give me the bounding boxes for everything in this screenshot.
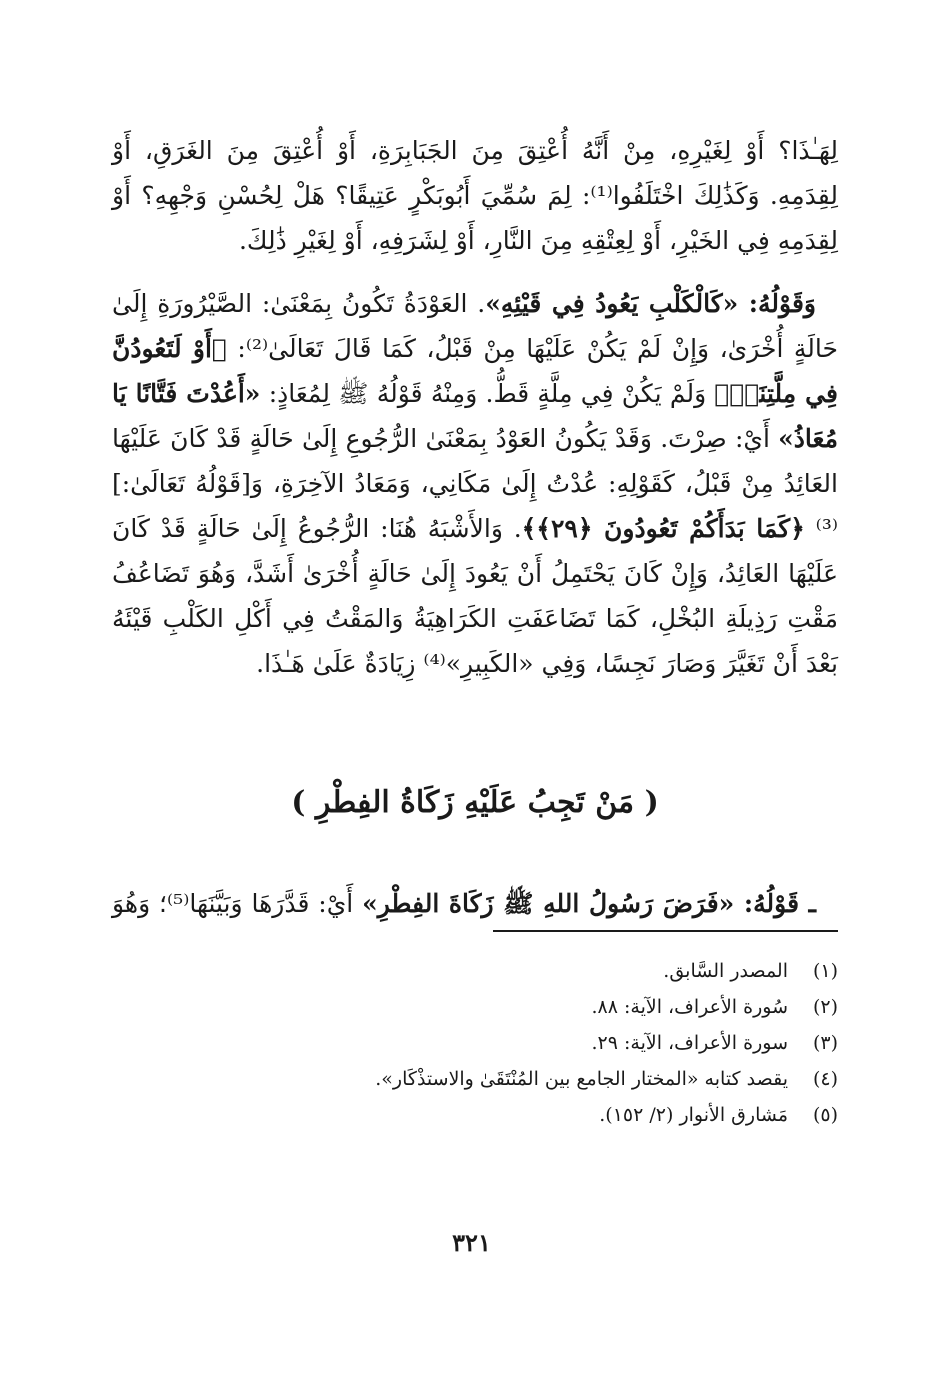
paragraph-3 xyxy=(112,881,838,926)
footnote-item xyxy=(112,989,838,1025)
section-heading: ( مَنْ تَجِبُ عَلَيْهِ زَكَاةُ الفِطْرِ ) xyxy=(291,785,659,820)
paragraph-2 xyxy=(112,281,838,686)
paragraph-2-text-b: وَلَمْ يَكُنْ فِي مِلَّةٍ قَطُّ. وَمِنْهُ قَوْلُهُ ﷺ لِمُعَاذٍ: xyxy=(260,379,715,408)
footnote-text: سُورة الأعراف، الآية: ٨٨. xyxy=(591,996,788,1018)
footnote-number: (٣) xyxy=(812,1032,838,1054)
footnotes-list xyxy=(112,953,838,1133)
footnote-text: المصدر السَّابق. xyxy=(663,960,788,982)
footnote-item xyxy=(112,953,838,989)
footnote-item xyxy=(112,1097,838,1133)
quran-verse-2: ﴿كَمَا بَدَأَكُمْ تَعُودُونَ ﴿٢٩﴾﴾ xyxy=(521,514,805,543)
paragraph-2-text-a: . العَوْدَةُ تَكُونُ بِمَعْنَىٰ: الصَّيْرُورَةِ إِلَىٰ حَالَةٍ أُخْرَىٰ، وَإِنْ لَمْ يَكُنْ عَلَيْهَا مِنْ قَبْلُ، كَمَا قَالَ تَعَالَىٰ⁽²⁾: xyxy=(112,289,838,363)
hadith-quote-zakat: ـ قَوْلُهُ: «فَرَضَ رَسُولُ اللهِ ﷺ زَكَاةَ الفِطْرِ» xyxy=(362,889,817,918)
footnote-text: سورة الأعراف، الآية: ٢٩. xyxy=(591,1032,788,1054)
footnote-item xyxy=(112,1061,838,1097)
hadith-quote-muadh: «أَعُدْتَ فَتَّانًا يَا مُعَاذُ» xyxy=(112,379,838,453)
quran-verse-1: ﴿أَوْ لَتَعُودُنَّ فِي مِلَّتِنَاۚ﴾ xyxy=(112,334,838,408)
footnote-text: يقصد كتابه «المختار الجامع بين المُنْتَقَىٰ والاستذْكَار». xyxy=(375,1068,788,1090)
footnote-text: مَشارق الأنوار (٢/ ١٥٢). xyxy=(599,1104,788,1126)
footnote-number: (٤) xyxy=(812,1068,838,1090)
footnote-separator xyxy=(493,930,838,932)
footnote-number: (١) xyxy=(812,960,838,982)
quote-hadith-lead: وَقَوْلُهُ: «كَالْكَلْبِ يَعُودُ فِي قَيْئِهِ» xyxy=(485,289,816,318)
footnote-number: (٥) xyxy=(812,1104,838,1126)
main-body-text xyxy=(112,128,838,686)
paragraph-3-text: أَيْ: قَدَّرَهَا وَبَيَّنَهَا⁽⁵⁾؛ وَهُوَ xyxy=(112,889,363,918)
footnote-item xyxy=(112,1025,838,1061)
paragraph-1: لِهَـٰذَا؟ أَوْ لِغَيْرِهِ، مِنْ أَنَّهُ أُعْتِقَ مِنَ الجَبَابِرَةِ، أَوْ أُعْتِقَ مِنَ الغَرَقِ، أَوْ لِقِدَمِهِ. وَكَذَٰلِكَ اخْتَلَفُوا⁽¹⁾: لِمَ سُمِّيَ أَبُوبَكْرٍ عَتِيقًا؟ هَلْ لِحُسْنِ وَجْهِهِ؟ أَوْ لِقِدَمِهِ فِي الخَيْرِ، أَوْ لِعِتْقِهِ مِنَ النَّارِ، أَوْ لِشَرَفِهِ، أَوْ لِغَيْرِ ذَٰلِكَ. xyxy=(112,136,838,255)
paragraph-2-text-d: . وَالأَشْبَهُ هُنَا: الرُّجُوعُ إِلَىٰ حَالَةٍ قَدْ كَانَ عَلَيْهَا العَائِدُ، وَإِنْ كَانَ يَحْتَمِلُ أَنْ يَعُودَ إِلَىٰ حَالَةٍ أُخْرَىٰ أَشَدَّ، وَهُوَ تَضَاعُفُ مَقْتِ رَذِيلَةِ البُخْلِ، كَمَا تَضَاعَفَتِ الكَرَاهِيَةُ وَالمَقْتُ فِي أَكْلِ الكَلْبِ قَيْئَهُ بَعْدَ أَنْ تَغَيَّرَ وَصَارَ نَجِسًا، وَفِي «الكَبِيرِ»⁽⁴⁾ زِيَادَةٌ عَلَىٰ هَـٰذَا. xyxy=(112,514,838,678)
page-number: ٣٢١ xyxy=(452,1228,491,1257)
footnote-number: (٢) xyxy=(812,996,838,1018)
paragraph-2-text-c: أَيْ: صِرْتَ. وَقَدْ يَكُونُ العَوْدُ بِمَعْنَىٰ الرُّجُوعِ إِلَىٰ حَالَةٍ قَدْ كَانَ عَلَيْهَا العَائِدُ مِنْ قَبْلُ، كَقَوْلِهِ: عُدْتُ إِلَىٰ مَكَانِي، وَمَعَادُ الآخِرَةِ، وَ[قَوْلُهُ تَعَالَىٰ:]⁽³⁾ xyxy=(112,424,838,543)
